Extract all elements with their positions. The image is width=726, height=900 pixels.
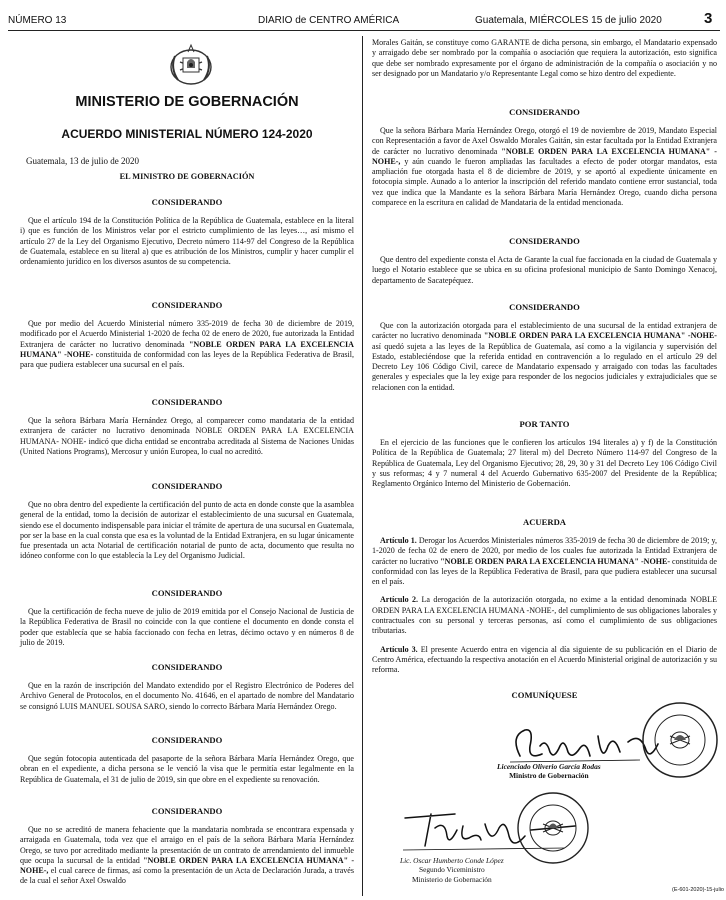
section-heading: CONSIDERANDO (151, 481, 223, 491)
article-1: Artículo 1. Derogar los Acuerdos Ministeriales números 335-2019 de fecha 30 de diciembre de 2019; y, 1-2020 de fecha 02 de enero de 2020, por medio de los cuales fue autorizada la Entidad Extranjera de carácter no lucrativo "NOBLE ORDEN PARA LA EXCELENCIA HUMANA" -NOHE- constituida de conformidad con las leyes de la República Federativa de Brasil, para que pudiera establecer una sucursal en el país. (372, 536, 717, 587)
article-2: Artículo 2. La derogación de la autorización otorgada, no exime a la entidad denominada NOBLE ORDEN PARA LA EXCELENCIA HUMANA -NOHE-, del cumplimiento de sus obligaciones laborales y contractuales con su personal y terceras personas, así como el cumplimiento de sus obligaciones tributarias. (372, 595, 717, 636)
considerando-2 (20, 300, 354, 370)
section-heading: COMUNÍQUESE (511, 690, 578, 700)
section-heading: CONSIDERANDO (509, 236, 580, 246)
paragraph: Que por medio del Acuerdo Ministerial número 335-2019 de fecha 30 de diciembre de 2019, modificado por el Acuerdo Ministerial 1-2020 de fecha 02 de enero de 2020, fue autorizada la Entidad Extranjera de carácter no lucrativo denominada "NOBLE ORDEN PARA LA EXCELENCIA HUMANA" -NOHE- constituida de conformidad con las leyes de la República Federativa de Brasil, para que pudiera establecer una sucursal en el país. (20, 319, 354, 370)
considerando-8 (20, 806, 354, 887)
signatory-2: Lic. Oscar Humberto Conde López Segundo Viceministro Ministerio de Gobernación (400, 856, 504, 884)
coat-of-arms-icon (166, 40, 216, 90)
paragraph: Que la señora Bárbara María Hernández Orego, otorgó el 19 de noviembre de 2019, Mandato Especial con Representación a favor de Axel Oswaldo Morales Gaitán, sin estar facultada por la Entidad Extranjera de carácter no lucrativo denominada "NOBLE ORDEN PARA LA EXCELENCIA HUMANA" -NOHE-, y aún cuando le fueron ampliadas las facultades a efecto de poder otorgar mandatos, esta ampliación fue otorgada hasta el 8 de diciembre de 2019, y se aportó al expediente únicamente en fotocopia simple. Aunado a lo anterior la inscripción del referido mandato contiene error sustancial, toda vez que indica que la Mandante es la señora Bárbara María Hernández Orego, cuando dicha persona comparece en la escritura en calidad de Mandataria de la entidad mencionada. (372, 126, 717, 208)
considerando-7 (20, 735, 354, 785)
section-heading: CONSIDERANDO (151, 300, 223, 310)
publication-code: (E-601-2020)-15-julio (672, 887, 724, 893)
page-number: 3 (704, 10, 713, 27)
ministry-seal-icon (640, 700, 720, 780)
section-heading: CONSIDERANDO (151, 197, 223, 207)
section-heading: CONSIDERANDO (151, 662, 223, 672)
paragraph: Que el artículo 194 de la Constitución Política de la República de Guatemala, establece en la literal i) que es función de los Ministros velar por el estricto cumplimiento de las leyes…, así mismo el artículo 27 de la Ley del Organismo Ejecutivo, Decreto número 114-97 del Congreso de la República de Guatemala, establece en su literal a) que es atribución de los Ministros, cumplir y hacer cumplir el ordenamiento jurídico en los diversos asuntos de su competencia. (20, 216, 354, 267)
issue-date: Guatemala, MIÉRCOLES 15 de julio 2020 (475, 15, 662, 26)
considerando-5 (20, 588, 354, 648)
agreement-title: ACUERDO MINISTERIAL NÚMERO 124-2020 (61, 127, 313, 141)
considerando-1 (20, 197, 354, 267)
paragraph: Que con la autorización otorgada para el establecimiento de una sucursal de la entidad extranjera de carácter no lucrativo denominada "NOBLE ORDEN PARA LA EXCELENCIA HUMANA" -NOHE- así quedó sujeta a las leyes de la República de Guatemala, así como a la vigilancia y supervisión del Estado, estableciéndose que la referida entidad en contravención a lo regulado en el artículo 29 del Decreto Ley 106 Código Civil, carece de Mandatario expensado y arraigado con todas las facultades generales y especiales que la ley exige para responder de los negocios judiciales y extrajudiciales que se relacionen con la entidad. (372, 321, 717, 392)
header-rule (8, 30, 720, 31)
page-header (0, 0, 726, 34)
column-divider (362, 36, 363, 896)
paragraph: Que no se acreditó de manera fehaciente que la mandataria nombrada se encontrara expensada y arraigada en Guatemala, toda vez que el arraigo en el país de la señora Bárbara María Hernández Orego, se tuvo por acreditado mediante la presentación de un contrato de arrendamiento del inmueble que ocupa la sucursal de la entidad "NOBLE ORDEN PARA LA EXCELENCIA HUMANA" -NOHE-, el cual carece de firmas, así como la presentación de un Acta de Declaración Jurada, a través de la cual el señor Axel Oswaldo (20, 825, 354, 886)
paragraph: Que no obra dentro del expediente la certificación del punto de acta en donde conste que la asamblea general de la entidad, tomo la decisión de autorizar el establecimiento de una sucursal en Guatemala, siendo ese el documento indispensable para iniciar el trámite de apertura de una sucursal en Guatemala, por ser la base en la cual consta que esa es la voluntad de la Entidad Extranjera, en su lugar únicamente fue presentada un acta Notarial de certificación notarial de punto de acta, documento que resulta no idóneo conforme con lo que establecía la Ley del Organismo Judicial. (20, 500, 354, 561)
section-heading: POR TANTO (519, 419, 570, 429)
issue-number: NÚMERO 13 (8, 15, 67, 26)
section-heading: CONSIDERANDO (151, 735, 223, 745)
considerando-9 (372, 107, 717, 208)
considerando-6 (20, 662, 354, 712)
section-heading: CONSIDERANDO (509, 107, 580, 117)
section-heading: CONSIDERANDO (151, 588, 223, 598)
considerando-3 (20, 397, 354, 457)
acuerda-section (372, 517, 717, 676)
paragraph: Que en la razón de inscripción del Mandato extendido por el Registro Electrónico de Poderes del Archivo General de Protocolos, en el documento No. 41646, en el apartado de nombre del Mandatario se consignó LUIS MANUEL SOUSA SARO, siendo lo correcto Bárbara María Hernández Orego. (20, 681, 354, 711)
considerando-10 (372, 236, 717, 286)
por-tanto-section (372, 419, 717, 489)
dateline: Guatemala, 13 de julio de 2020 (26, 156, 139, 166)
paragraph: Morales Gaitán, se constituye como GARANTE de dicha persona, sin embargo, el Mandatario expensado y arraigado debe ser nombrado por la compañía o asociación que requiera la autorización, esto significa que debe ser nombrado expresamente por el órgano de administración de la compañía o asociación y no ser designado por un Mandatario y/o Representante Legal como se hizo dentro del expediente. (372, 38, 717, 78)
signatory-1: Licenciado Oliverio García Rodas Ministro de Gobernación (497, 762, 601, 781)
minister-heading: EL MINISTRO DE GOBERNACIÓN (119, 172, 255, 181)
article-3: Artículo 3. El presente Acuerdo entra en vigencia al día siguiente de su publicación en el Diario de Centro América, efectuando la respectiva anotación en el Acuerdo Ministerial original de autorización y su reforma. (372, 644, 718, 675)
paragraph: Que según fotocopia autenticada del pasaporte de la señora Bárbara María Hernández Orego, que obran en el expediente, a dicha persona se le venció la visa que le permitía estar legalmente en la República de Guatemala, el 31 de julio de 2019, sin que obre en el expediente su renovación. (20, 754, 354, 784)
newspaper-name: DIARIO de CENTRO AMÉRICA (258, 15, 400, 26)
section-heading: CONSIDERANDO (151, 397, 223, 407)
right-continuation (372, 38, 717, 79)
viceminister-seal-icon (515, 790, 591, 866)
paragraph: Que la señora Bárbara María Hernández Orego, al comparecer como mandataria de la entidad extranjera de carácter no lucrativo denominada NOBLE ORDEN PARA LA EXCELENCIA HUMANA- NOHE- indicó que dicha entidad se encontraba acreditada al Sistema de Naciones Unidas (United Nations Programs), Mercosur y unión Europea, lo cual no acreditó. (20, 416, 354, 456)
considerando-4 (20, 481, 354, 562)
paragraph: En el ejercicio de las funciones que le confieren los artículos 194 literales a) y f) de la Constitución Política de la República de Guatemala; 27 literal m) del Decreto Número 114-97 del Congreso de la República de Guatemala, Ley del Organismo Ejecutivo; 28, 29, 30 y 31 del Decreto Ley 106 Código Civil y sus reformas; 4 y 7 numeral 4 del Acuerdo Gubernativo 635-2007 del Presidente de la República; Reglamento Orgánico Interno del Ministerio de Gobernación. (372, 438, 717, 489)
ministry-title: MINISTERIO DE GOBERNACIÓN (75, 94, 299, 110)
paragraph: Que dentro del expediente consta el Acta de Garante la cual fue faccionada en la ciudad de Guatemala y luego el Notario establece que se ubica en su oficina profesional municipio de Santo Domingo Xenacoj, departamento de Sacatepéquez. (372, 255, 717, 285)
paragraph: Que la certificación de fecha nueve de julio de 2019 emitida por el Consejo Nacional de Justicia de la República Federativa de Brasil no coincide con la que contiene el documento en donde consta el poder que establecía que se había faccionado con fecha en letras, décimo octavo y en números 8 de julio de 2019. (20, 607, 354, 647)
section-heading: ACUERDA (523, 517, 566, 527)
considerando-11 (372, 302, 717, 393)
section-heading: CONSIDERANDO (509, 302, 580, 312)
section-heading: CONSIDERANDO (151, 806, 223, 816)
